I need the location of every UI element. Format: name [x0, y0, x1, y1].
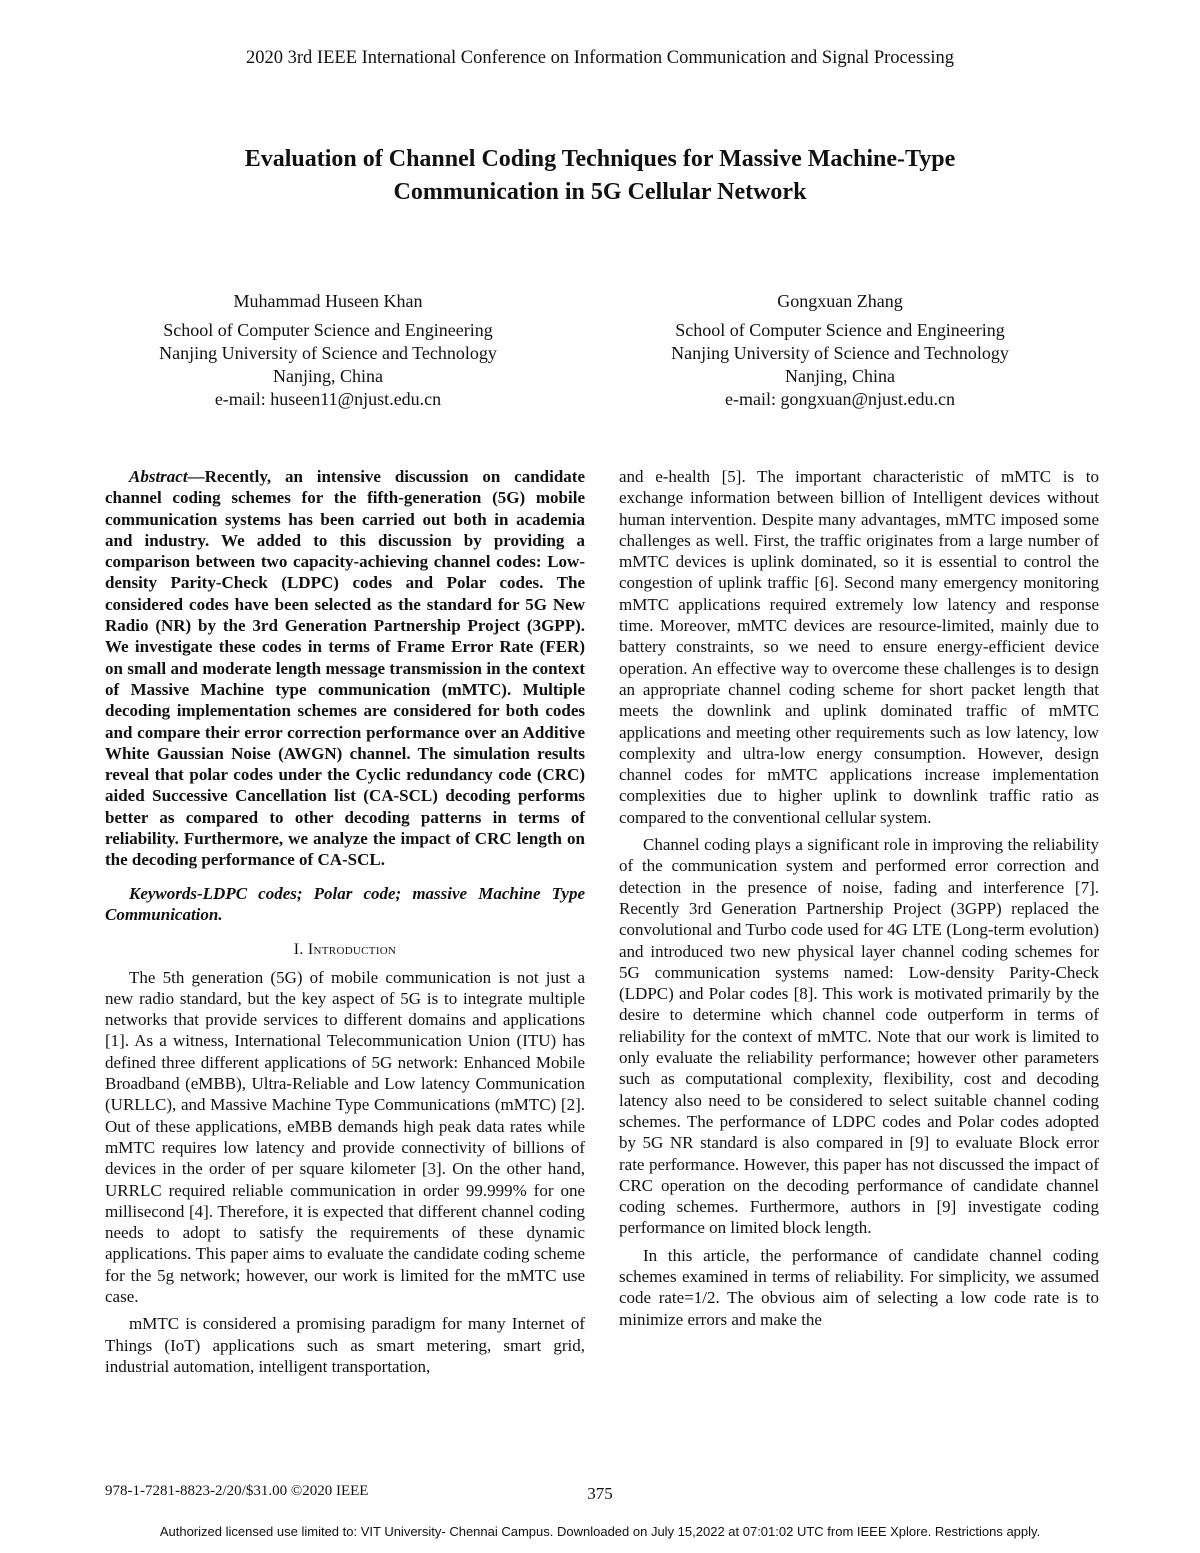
author-affiliation: School of Computer Science and Engineering [675, 320, 1005, 340]
abstract [105, 466, 585, 871]
keywords: Keywords-LDPC codes; Polar code; massive Machine Type Communication. [105, 883, 585, 924]
author-location: Nanjing, China [785, 366, 895, 386]
section-heading: I. Introduction [293, 941, 397, 959]
author-name: Gongxuan Zhang [777, 291, 903, 311]
body-paragraph: In this article, the performance of candidate channel coding schemes examined in terms of reliability. For simplicity, we assumed code rate=1/2. The obvious aim of selecting a low code rate is to minimize errors and make the [619, 1245, 1099, 1329]
author-email: e-mail: huseen11@njust.edu.cn [214, 389, 442, 409]
author-name: Muhammad Huseen Khan [233, 291, 423, 311]
body-paragraph: The 5th generation (5G) of mobile communication is not just a new radio standard, but the key aspect of 5G is to integrate multiple networks that provide services to different domains and applications [1]. As a witness, International Telecommunication Union (ITU) has defined three different applications of 5G network: Enhanced Mobile Broadband (eMBB), Ultra-Reliable and Low latency Communication (URLLC), and Massive Machine Type Communications (mMTC) [2]. Out of these applications, eMBB demands high peak data rates while mMTC requires low latency and provide connectivity of billions of devices in the order of per square kilometer [3]. On the other hand, URRLC required reliable communication in order 99.999% for one millisecond [4]. Therefore, it is expected that different channel coding needs to adopt to satisfy the requirements of these dynamic applications. This paper aims to evaluate the candidate coding scheme for the 5g network; however, our work is limited for the mMTC use case. [105, 967, 585, 1306]
abstract-lead: Abstract [129, 467, 188, 486]
author-block-1 [118, 290, 538, 411]
author-university: Nanjing University of Science and Technology [159, 343, 497, 363]
license-note: Authorized licensed use limited to: VIT University- Chennai Campus. Downloaded on July 15,2022 at 07:01:02 UTC from IEEE Xplore. Restrictions apply. [159, 1524, 1041, 1539]
author-block-2 [630, 290, 1050, 411]
abstract-text: —Recently, an intensive discussion on candidate channel coding schemes for the fifth-generation (5G) mobile communication systems has been carried out both in academia and industry. We added to this discussion by providing a comparison between two capacity-achieving channel codes: Low-density Parity-Check (LDPC) codes and Polar codes. The considered codes have been selected as the standard for 5G New Radio (NR) by the 3rd Generation Partnership Project (3GPP). We investigate these codes in terms of Frame Error Rate (FER) on small and moderate length message transmission in the context of Massive Machine type communication (mMTC). Multiple decoding implementation schemes are considered for both codes and compare their error correction performance over an Additive White Gaussian Noise (AWGN) channel. The simulation results reveal that polar codes under the Cyclic redundancy code (CRC) aided Successive Cancellation list (CA-SCL) decoding performs better as compared to other decoding patterns in terms of reliability. Furthermore, we analyze the impact of CRC length on the decoding performance of CA-SCL. [105, 467, 585, 870]
left-column [105, 466, 585, 1377]
author-email: e-mail: gongxuan@njust.edu.cn [724, 389, 956, 409]
footer-isbn: 978-1-7281-8823-2/20/$31.00 ©2020 IEEE [105, 1483, 369, 1499]
paper-title [140, 143, 1060, 209]
right-column [619, 466, 1099, 1330]
author-location: Nanjing, China [273, 366, 383, 386]
body-paragraph: mMTC is considered a promising paradigm for many Internet of Things (IoT) applications such as smart metering, smart grid, industrial automation, intelligent transportation, [105, 1314, 585, 1376]
body-paragraph: and e-health [5]. The important characteristic of mMTC is to exchange information between billion of Intelligent devices without human intervention. Despite many advantages, mMTC imposed some challenges as well. First, the traffic originates from a large number of mMTC devices is uplink dominated, so it is essential to control the congestion of uplink traffic [6]. Second many emergency monitoring mMTC applications required extremely low latency and response time. Moreover, mMTC devices are resource-limited, mainly due to battery constraints, so we need to ensure energy-efficient device operation. An effective way to overcome these challenges is to design an appropriate channel coding scheme for short packet length that meets the downlink and uplink dominated traffic of mMTC applications and meeting other requirements such as low latency, low complexity and ultra-low energy consumption. However, design channel codes for mMTC applications increase implementation complexities due to higher uplink to downlink traffic ratio as compared to the conventional cellular system. [619, 467, 1099, 827]
page-number: 375 [587, 1484, 613, 1503]
title-line-1: Evaluation of Channel Coding Techniques for Massive Machine-Type [244, 146, 956, 172]
conference-header: 2020 3rd IEEE International Conference on Information Communication and Signal Processing [246, 48, 954, 68]
author-university: Nanjing University of Science and Technology [671, 343, 1009, 363]
body-paragraph: Channel coding plays a significant role in improving the reliability of the communication system and performed error correction and detection in the presence of noise, fading and interference [7]. Recently 3rd Generation Partnership Project (3GPP) replaced the convolutional and Turbo code used for 4G LTE (Long-term evolution) and introduced two new physical layer channel coding schemes for 5G communication systems named: Low-density Parity-Check (LDPC) and Polar codes [8]. This work is motivated primarily by the desire to determine which channel code outperform in terms of reliability for the context of mMTC. Note that our work is limited to only evaluate the reliability performance; however other parameters such as computational complexity, flexibility, cost and decoding latency also need to be considered to select suitable channel coding schemes. The performance of LDPC codes and Polar codes adopted by 5G NR standard is also compared in [9] to evaluate Block error rate performance. However, this paper has not discussed the impact of CRC operation on the decoding performance of candidate channel coding schemes. Furthermore, authors in [9] investigate coding performance on limited block length. [619, 835, 1099, 1238]
author-affiliation: School of Computer Science and Engineering [163, 320, 493, 340]
title-line-2: Communication in 5G Cellular Network [393, 179, 807, 205]
